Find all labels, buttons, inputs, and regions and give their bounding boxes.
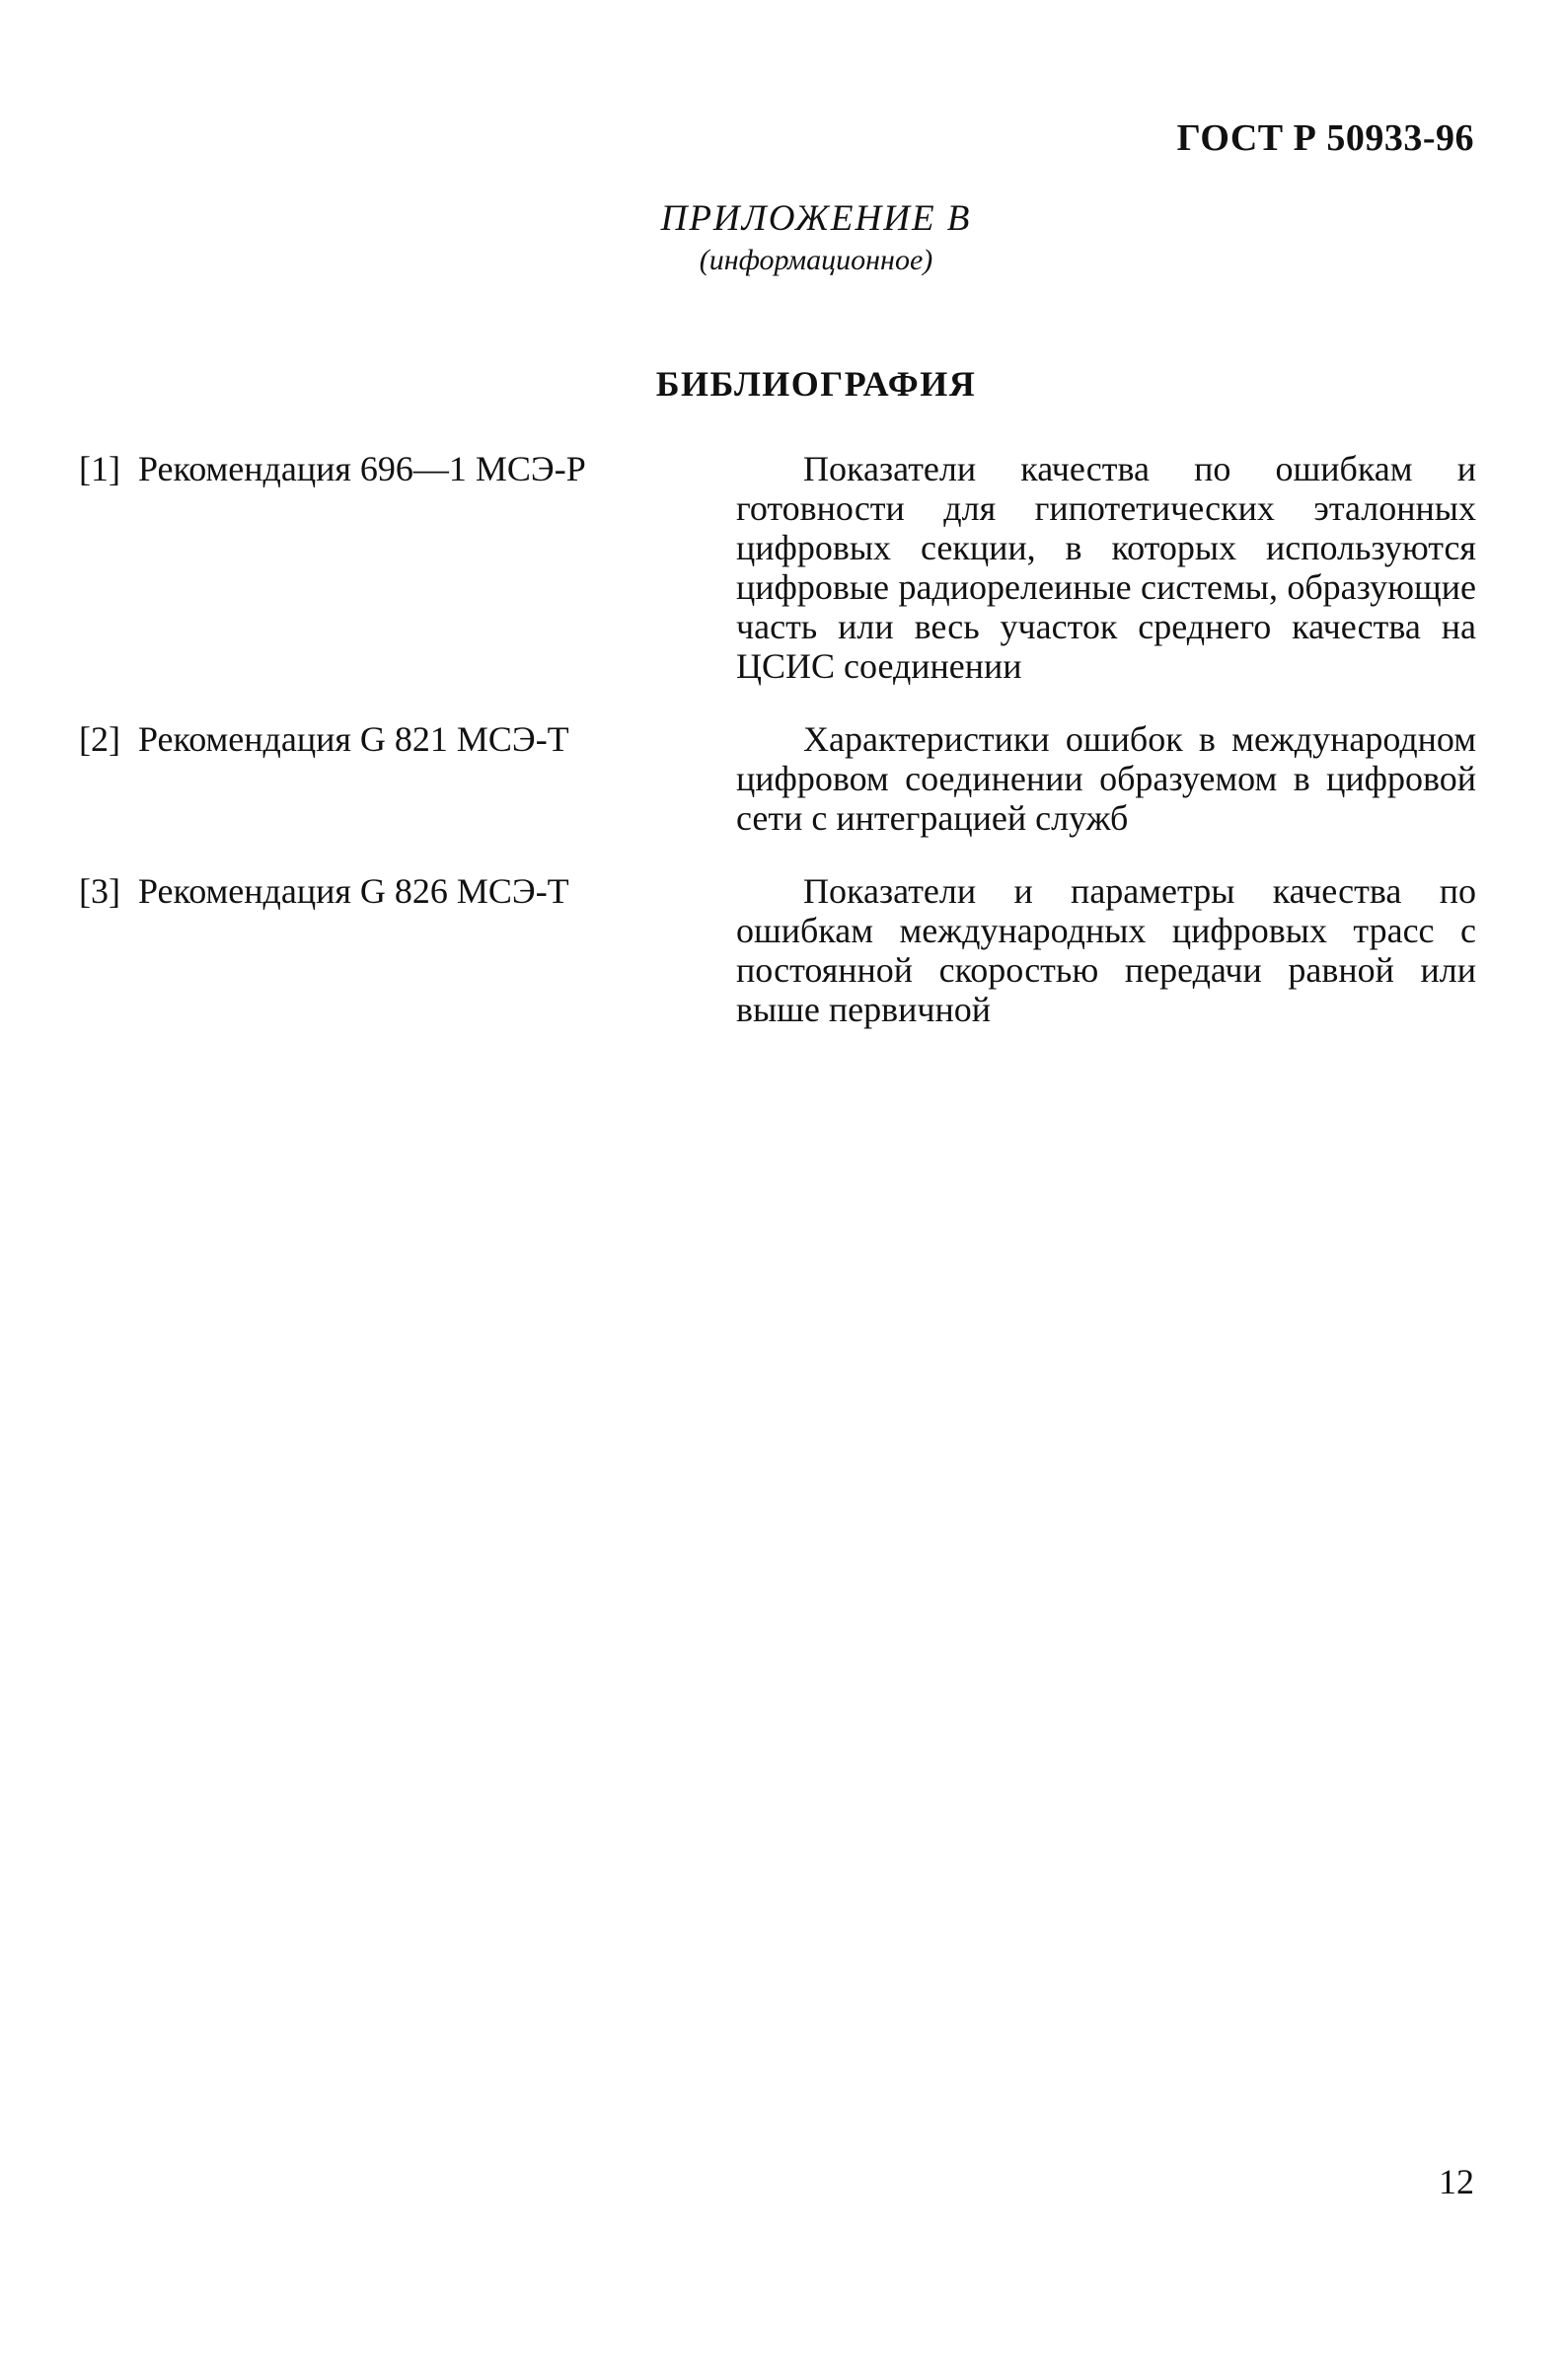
appendix-heading <box>0 195 1563 278</box>
bibliography-reference <box>79 719 736 759</box>
bibliography-entry <box>79 719 1480 838</box>
bibliography-reference <box>79 871 736 911</box>
bibliography-ref-text: Рекомендация 696—1 МСЭ-Р <box>138 449 586 488</box>
page-number: 12 <box>1439 2162 1474 2201</box>
bibliography-ref-text: Рекомендация G 821 МСЭ-Т <box>138 719 569 759</box>
bibliography-description: Показатели и параметры качества по ошибкам международных цифровых трасс с постоянной скоростью передачи равной или выше первичной <box>736 871 1476 1029</box>
bibliography-reference <box>79 449 736 488</box>
bibliography-description: Характеристики ошибок в международном цифровом соединении образуемом в цифровой сети с интеграцией служб <box>736 719 1476 838</box>
bibliography-number: [3] <box>79 871 120 911</box>
bibliography-entry <box>79 449 1480 686</box>
section-title: БИБЛИОГРАФИЯ <box>655 364 977 404</box>
bibliography-number: [2] <box>79 719 120 759</box>
bibliography-description: Показатели качества по ошибкам и готовности для гипотетических эталонных цифровых секции, в которых используются цифровые радиорелеиные системы, образующие часть или весь участок среднего качества на ЦСИС соединении <box>736 449 1476 686</box>
bibliography-number: [1] <box>79 449 120 488</box>
appendix-title: ПРИЛОЖЕНИЕ В <box>660 198 972 239</box>
bibliography-list <box>79 449 1480 1063</box>
appendix-subtitle: (информационное) <box>699 244 933 276</box>
bibliography-ref-text: Рекомендация G 826 МСЭ-Т <box>138 871 569 911</box>
document-code: ГОСТ Р 50933-96 <box>1176 117 1474 159</box>
bibliography-entry <box>79 871 1480 1029</box>
